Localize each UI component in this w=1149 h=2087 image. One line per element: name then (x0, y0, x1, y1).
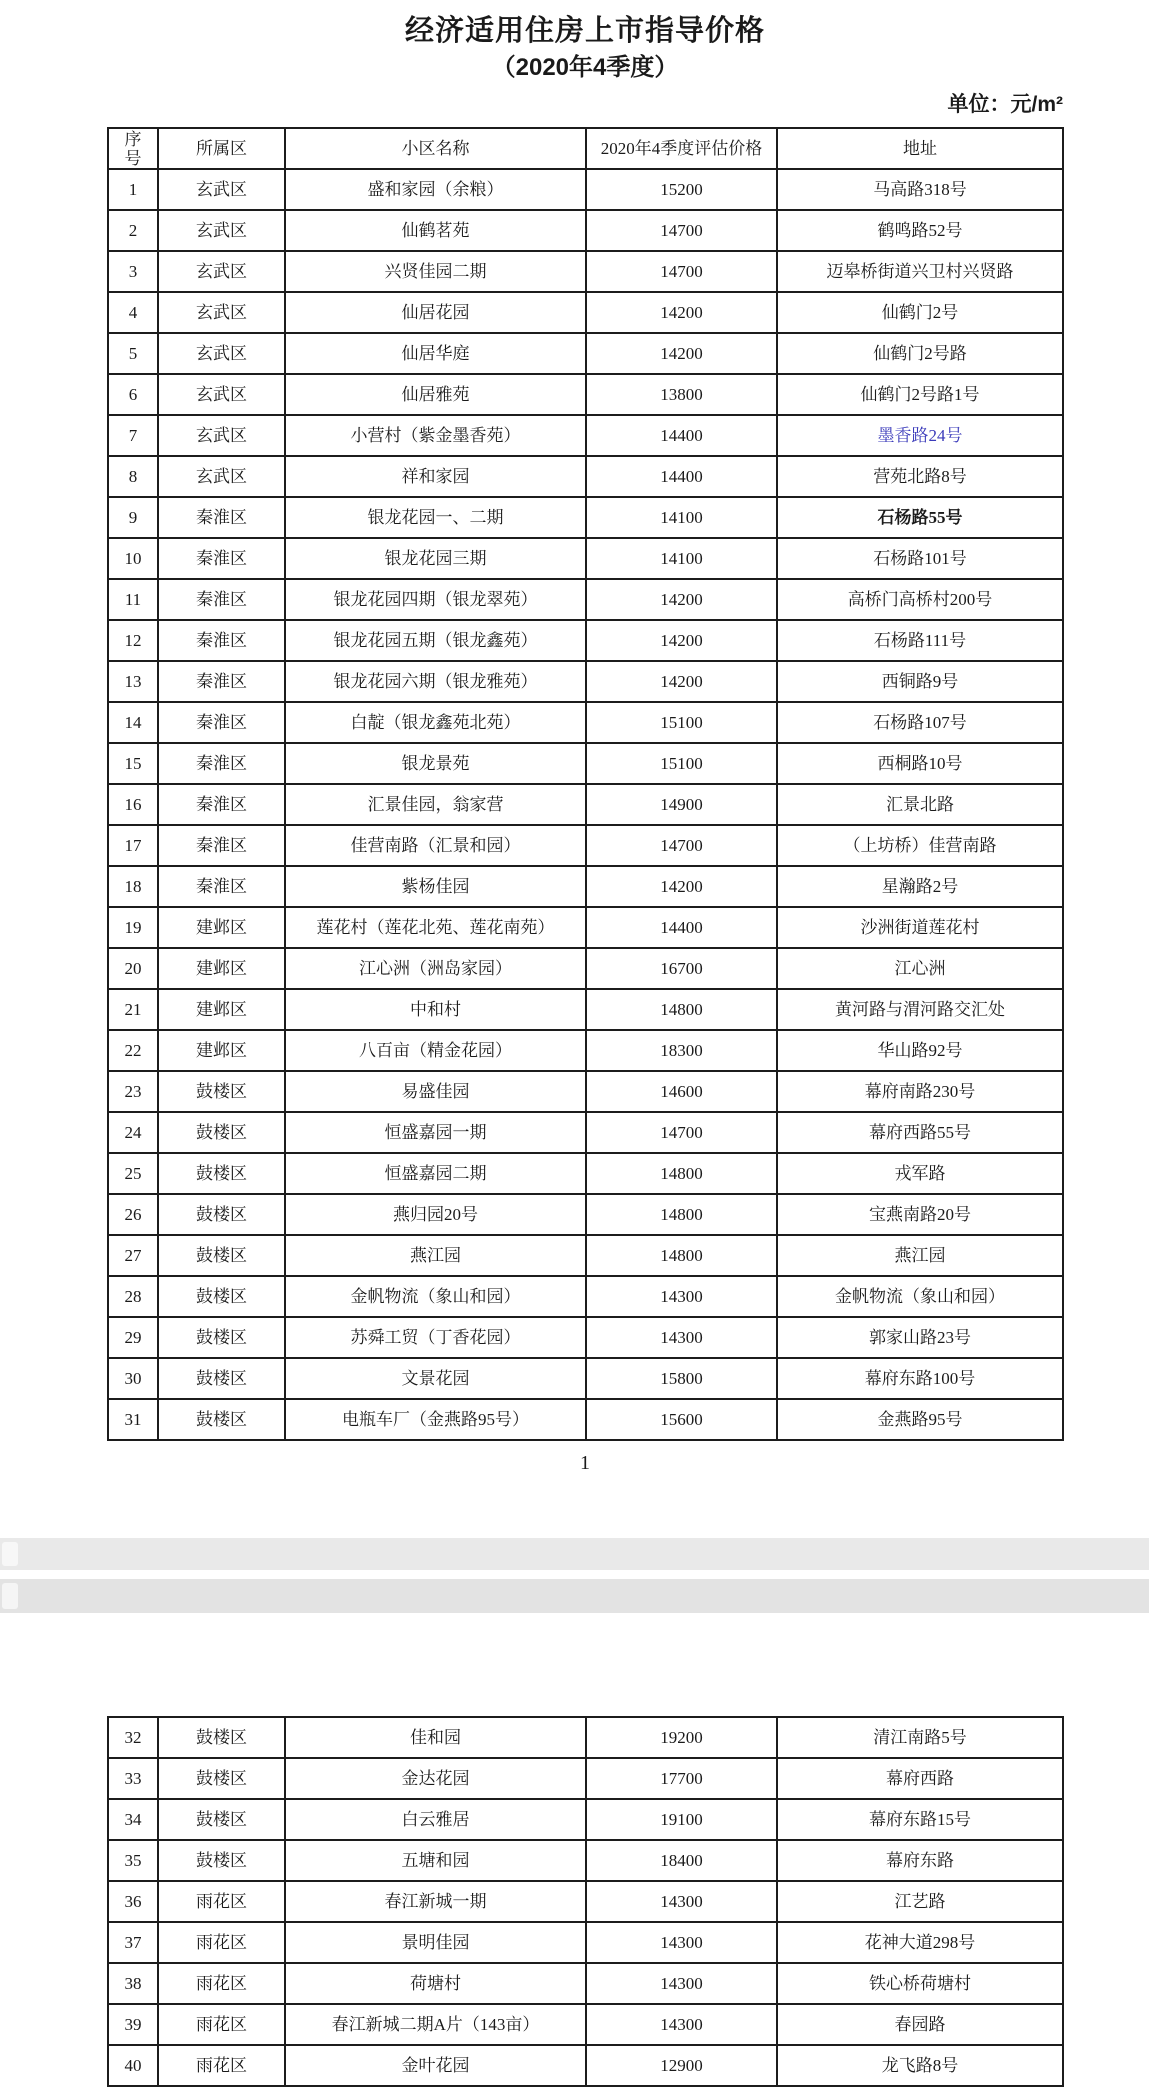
page-separator-band-2 (0, 1579, 1149, 1613)
cell-district: 玄武区 (158, 374, 285, 415)
cell-district: 雨花区 (158, 1881, 285, 1922)
table-row (108, 497, 1063, 538)
cell-name: 银龙花园六期（银龙雅苑） (285, 661, 586, 702)
cell-name: 银龙花园三期 (285, 538, 586, 579)
cell-name: 祥和家园 (285, 456, 586, 497)
cell-district: 鼓楼区 (158, 1153, 285, 1194)
cell-name: 恒盛嘉园一期 (285, 1112, 586, 1153)
cell-price: 14700 (586, 1112, 777, 1153)
cell-price: 14700 (586, 251, 777, 292)
table-row (108, 1717, 1063, 1758)
page-title: 经济适用住房上市指导价格 (404, 15, 765, 47)
cell-price: 14300 (586, 1922, 777, 1963)
table-header-row (108, 128, 1063, 169)
cell-price: 18300 (586, 1030, 777, 1071)
cell-address: 金燕路95号 (777, 1399, 1063, 1440)
cell-price: 14800 (586, 1235, 777, 1276)
header-cell-address: 地址 (777, 128, 1063, 169)
cell-address: 石杨路111号 (777, 620, 1063, 661)
cell-no: 32 (108, 1717, 158, 1758)
cell-no: 2 (108, 210, 158, 251)
cell-address: 鹤鸣路52号 (777, 210, 1063, 251)
cell-district: 鼓楼区 (158, 1276, 285, 1317)
table-row (108, 2045, 1063, 2086)
cell-name: 金叶花园 (285, 2045, 586, 2086)
table-row (108, 1399, 1063, 1440)
cell-name: 白云雅居 (285, 1799, 586, 1840)
cell-no: 5 (108, 333, 158, 374)
table-row (108, 292, 1063, 333)
table-row (108, 538, 1063, 579)
table-row (108, 415, 1063, 456)
cell-address: 铁心桥荷塘村 (777, 1963, 1063, 2004)
cell-price: 15600 (586, 1399, 777, 1440)
table-row (108, 374, 1063, 415)
cell-no: 30 (108, 1358, 158, 1399)
cell-name: 易盛佳园 (285, 1071, 586, 1112)
cell-price: 15200 (586, 169, 777, 210)
cell-district: 雨花区 (158, 1922, 285, 1963)
cell-district: 雨花区 (158, 2004, 285, 2045)
cell-district: 秦淮区 (158, 620, 285, 661)
cell-no: 38 (108, 1963, 158, 2004)
cell-district: 玄武区 (158, 456, 285, 497)
cell-name: 金达花园 (285, 1758, 586, 1799)
cell-address: 江艺路 (777, 1881, 1063, 1922)
cell-address: （上坊桥）佳营南路 (777, 825, 1063, 866)
cell-no: 36 (108, 1881, 158, 1922)
cell-no: 11 (108, 579, 158, 620)
cell-name: 莲花村（莲花北苑、莲花南苑） (285, 907, 586, 948)
cell-district: 雨花区 (158, 2045, 285, 2086)
cell-district: 秦淮区 (158, 866, 285, 907)
cell-address: 郭家山路23号 (777, 1317, 1063, 1358)
cell-district: 秦淮区 (158, 825, 285, 866)
cell-no: 40 (108, 2045, 158, 2086)
cell-district: 玄武区 (158, 169, 285, 210)
page-number: 1 (580, 1452, 590, 1474)
cell-address: 黄河路与渭河路交汇处 (777, 989, 1063, 1030)
table-row (108, 620, 1063, 661)
cell-address: 幕府东路15号 (777, 1799, 1063, 1840)
cell-name: 恒盛嘉园二期 (285, 1153, 586, 1194)
cell-price: 19200 (586, 1717, 777, 1758)
cell-price: 14200 (586, 866, 777, 907)
cell-name: 小营村（紫金墨香苑） (285, 415, 586, 456)
cell-price: 14800 (586, 1194, 777, 1235)
cell-price: 19100 (586, 1799, 777, 1840)
cell-name: 银龙花园五期（银龙鑫苑） (285, 620, 586, 661)
cell-no: 35 (108, 1840, 158, 1881)
cell-no: 20 (108, 948, 158, 989)
cell-price: 14900 (586, 784, 777, 825)
cell-address: 迈皋桥街道兴卫村兴贤路 (777, 251, 1063, 292)
cell-price: 14700 (586, 210, 777, 251)
cell-address: 春园路 (777, 2004, 1063, 2045)
cell-name: 春江新城二期A片（143亩） (285, 2004, 586, 2045)
cell-no: 15 (108, 743, 158, 784)
cell-no: 13 (108, 661, 158, 702)
table-row (108, 989, 1063, 1030)
cell-address: 仙鹤门2号 (777, 292, 1063, 333)
header-cell-district: 所属区 (158, 128, 285, 169)
cell-no: 33 (108, 1758, 158, 1799)
cell-name: 白靛（银龙鑫苑北苑） (285, 702, 586, 743)
cell-district: 鼓楼区 (158, 1112, 285, 1153)
cell-name: 江心洲（洲岛家园） (285, 948, 586, 989)
cell-no: 12 (108, 620, 158, 661)
table-row (108, 1358, 1063, 1399)
cell-name: 苏舜工贸（丁香花园） (285, 1317, 586, 1358)
cell-district: 秦淮区 (158, 784, 285, 825)
cell-district: 建邺区 (158, 948, 285, 989)
table-row (108, 1922, 1063, 1963)
cell-name: 金帆物流（象山和园） (285, 1276, 586, 1317)
cell-price: 14700 (586, 825, 777, 866)
cell-district: 秦淮区 (158, 538, 285, 579)
cell-no: 4 (108, 292, 158, 333)
cell-price: 14600 (586, 1071, 777, 1112)
page-separator-band-1 (0, 1538, 1149, 1570)
cell-name: 燕江园 (285, 1235, 586, 1276)
cell-name: 银龙花园四期（银龙翠苑） (285, 579, 586, 620)
table-row (108, 1235, 1063, 1276)
table-row (108, 743, 1063, 784)
cell-address: 西桐路10号 (777, 743, 1063, 784)
cell-address: 汇景北路 (777, 784, 1063, 825)
cell-price: 14300 (586, 2004, 777, 2045)
cell-name: 燕归园20号 (285, 1194, 586, 1235)
cell-name: 五塘和园 (285, 1840, 586, 1881)
cell-price: 14400 (586, 907, 777, 948)
cell-price: 15100 (586, 743, 777, 784)
cell-price: 14200 (586, 620, 777, 661)
cell-address: 幕府西路55号 (777, 1112, 1063, 1153)
cell-district: 鼓楼区 (158, 1717, 285, 1758)
cell-district: 建邺区 (158, 1030, 285, 1071)
table-row (108, 210, 1063, 251)
cell-price: 17700 (586, 1758, 777, 1799)
cell-district: 鼓楼区 (158, 1840, 285, 1881)
separator-notch (2, 1542, 18, 1566)
table-row (108, 1317, 1063, 1358)
table-row (108, 456, 1063, 497)
cell-address: 戎军路 (777, 1153, 1063, 1194)
table-row (108, 579, 1063, 620)
cell-address: 营苑北路8号 (777, 456, 1063, 497)
cell-no: 18 (108, 866, 158, 907)
table-row (108, 907, 1063, 948)
cell-district: 鼓楼区 (158, 1317, 285, 1358)
cell-no: 1 (108, 169, 158, 210)
cell-no: 28 (108, 1276, 158, 1317)
cell-name: 汇景佳园，翁家营 (285, 784, 586, 825)
cell-name: 佳营南路（汇景和园） (285, 825, 586, 866)
cell-name: 景明佳园 (285, 1922, 586, 1963)
cell-name: 八百亩（精金花园） (285, 1030, 586, 1071)
cell-district: 鼓楼区 (158, 1799, 285, 1840)
cell-name: 银龙景苑 (285, 743, 586, 784)
cell-price: 14200 (586, 579, 777, 620)
cell-district: 雨花区 (158, 1963, 285, 2004)
table-row (108, 169, 1063, 210)
cell-price: 14200 (586, 661, 777, 702)
cell-no: 34 (108, 1799, 158, 1840)
cell-price: 14300 (586, 1317, 777, 1358)
cell-no: 21 (108, 989, 158, 1030)
cell-address: 清江南路5号 (777, 1717, 1063, 1758)
cell-district: 秦淮区 (158, 579, 285, 620)
cell-district: 玄武区 (158, 415, 285, 456)
cell-no: 16 (108, 784, 158, 825)
cell-price: 15100 (586, 702, 777, 743)
cell-name: 盛和家园（余粮） (285, 169, 586, 210)
cell-district: 鼓楼区 (158, 1358, 285, 1399)
cell-district: 建邺区 (158, 907, 285, 948)
table-row (108, 1071, 1063, 1112)
cell-address: 幕府西路 (777, 1758, 1063, 1799)
table-row (108, 1112, 1063, 1153)
cell-address: 燕江园 (777, 1235, 1063, 1276)
cell-address: 华山路92号 (777, 1030, 1063, 1071)
cell-name: 仙居雅苑 (285, 374, 586, 415)
cell-price: 14300 (586, 1963, 777, 2004)
cell-name: 银龙花园一、二期 (285, 497, 586, 538)
cell-address: 仙鹤门2号路1号 (777, 374, 1063, 415)
cell-district: 秦淮区 (158, 743, 285, 784)
table-row (108, 1881, 1063, 1922)
cell-district: 玄武区 (158, 210, 285, 251)
cell-price: 14100 (586, 497, 777, 538)
cell-district: 鼓楼区 (158, 1399, 285, 1440)
separator-notch (2, 1583, 18, 1609)
cell-address: 石杨路107号 (777, 702, 1063, 743)
header-cell-price: 2020年4季度评估价格 (586, 128, 777, 169)
cell-price: 14300 (586, 1276, 777, 1317)
cell-name: 仙鹤茗苑 (285, 210, 586, 251)
cell-no: 24 (108, 1112, 158, 1153)
table-row (108, 1030, 1063, 1071)
page-subtitle: （2020年4季度） (491, 54, 679, 81)
cell-address: 星瀚路2号 (777, 866, 1063, 907)
cell-district: 玄武区 (158, 333, 285, 374)
table-row (108, 1799, 1063, 1840)
table-row (108, 702, 1063, 743)
cell-address: 沙洲街道莲花村 (777, 907, 1063, 948)
cell-address: 石杨路55号 (777, 497, 1063, 538)
cell-no: 37 (108, 1922, 158, 1963)
table-row (108, 1194, 1063, 1235)
cell-no: 23 (108, 1071, 158, 1112)
cell-price: 14400 (586, 415, 777, 456)
table-row (108, 1153, 1063, 1194)
cell-no: 25 (108, 1153, 158, 1194)
cell-name: 紫杨佳园 (285, 866, 586, 907)
cell-address: 仙鹤门2号路 (777, 333, 1063, 374)
cell-no: 14 (108, 702, 158, 743)
cell-price: 18400 (586, 1840, 777, 1881)
cell-name: 春江新城一期 (285, 1881, 586, 1922)
cell-no: 8 (108, 456, 158, 497)
cell-price: 15800 (586, 1358, 777, 1399)
cell-name: 中和村 (285, 989, 586, 1030)
unit-label: 单位：元/m² (947, 93, 1063, 116)
cell-no: 29 (108, 1317, 158, 1358)
cell-name: 兴贤佳园二期 (285, 251, 586, 292)
cell-price: 13800 (586, 374, 777, 415)
table-row (108, 866, 1063, 907)
table-row (108, 1276, 1063, 1317)
table-row (108, 1758, 1063, 1799)
cell-price: 14800 (586, 989, 777, 1030)
cell-address[interactable]: 墨香路24号 (777, 415, 1063, 456)
cell-price: 14300 (586, 1881, 777, 1922)
cell-address: 宝燕南路20号 (777, 1194, 1063, 1235)
cell-address: 西铜路9号 (777, 661, 1063, 702)
header-cell-name: 小区名称 (285, 128, 586, 169)
cell-address: 江心洲 (777, 948, 1063, 989)
cell-price: 12900 (586, 2045, 777, 2086)
cell-address: 金帆物流（象山和园） (777, 1276, 1063, 1317)
cell-address: 幕府东路 (777, 1840, 1063, 1881)
table-row (108, 2004, 1063, 2045)
cell-price: 14100 (586, 538, 777, 579)
cell-district: 秦淮区 (158, 497, 285, 538)
table-row (108, 784, 1063, 825)
cell-district: 鼓楼区 (158, 1071, 285, 1112)
cell-district: 建邺区 (158, 989, 285, 1030)
cell-name: 仙居华庭 (285, 333, 586, 374)
cell-no: 3 (108, 251, 158, 292)
cell-address: 花神大道298号 (777, 1922, 1063, 1963)
cell-address: 龙飞路8号 (777, 2045, 1063, 2086)
table-row (108, 1840, 1063, 1881)
cell-address: 马高路318号 (777, 169, 1063, 210)
table-row (108, 251, 1063, 292)
table-row (108, 825, 1063, 866)
cell-no: 22 (108, 1030, 158, 1071)
cell-district: 玄武区 (158, 251, 285, 292)
table-row (108, 948, 1063, 989)
cell-no: 31 (108, 1399, 158, 1440)
cell-address: 高桥门高桥村200号 (777, 579, 1063, 620)
cell-price: 14200 (586, 292, 777, 333)
header-cell-no: 序号 (108, 128, 158, 169)
cell-address: 石杨路101号 (777, 538, 1063, 579)
cell-district: 鼓楼区 (158, 1194, 285, 1235)
cell-name: 佳和园 (285, 1717, 586, 1758)
cell-no: 26 (108, 1194, 158, 1235)
cell-price: 16700 (586, 948, 777, 989)
cell-no: 7 (108, 415, 158, 456)
cell-price: 14800 (586, 1153, 777, 1194)
price-table-page1 (107, 127, 1064, 1441)
cell-district: 秦淮区 (158, 661, 285, 702)
cell-name: 文景花园 (285, 1358, 586, 1399)
cell-no: 27 (108, 1235, 158, 1276)
cell-name: 电瓶车厂（金燕路95号） (285, 1399, 586, 1440)
table-row (108, 333, 1063, 374)
cell-price: 14200 (586, 333, 777, 374)
cell-address: 幕府南路230号 (777, 1071, 1063, 1112)
cell-no: 10 (108, 538, 158, 579)
cell-name: 仙居花园 (285, 292, 586, 333)
cell-district: 鼓楼区 (158, 1235, 285, 1276)
cell-no: 19 (108, 907, 158, 948)
price-table-page2 (107, 1716, 1064, 2087)
cell-no: 9 (108, 497, 158, 538)
cell-name: 荷塘村 (285, 1963, 586, 2004)
cell-no: 39 (108, 2004, 158, 2045)
cell-district: 鼓楼区 (158, 1758, 285, 1799)
cell-price: 14400 (586, 456, 777, 497)
table-row (108, 1963, 1063, 2004)
cell-district: 玄武区 (158, 292, 285, 333)
cell-district: 秦淮区 (158, 702, 285, 743)
cell-no: 17 (108, 825, 158, 866)
cell-no: 6 (108, 374, 158, 415)
table-row (108, 661, 1063, 702)
cell-address: 幕府东路100号 (777, 1358, 1063, 1399)
